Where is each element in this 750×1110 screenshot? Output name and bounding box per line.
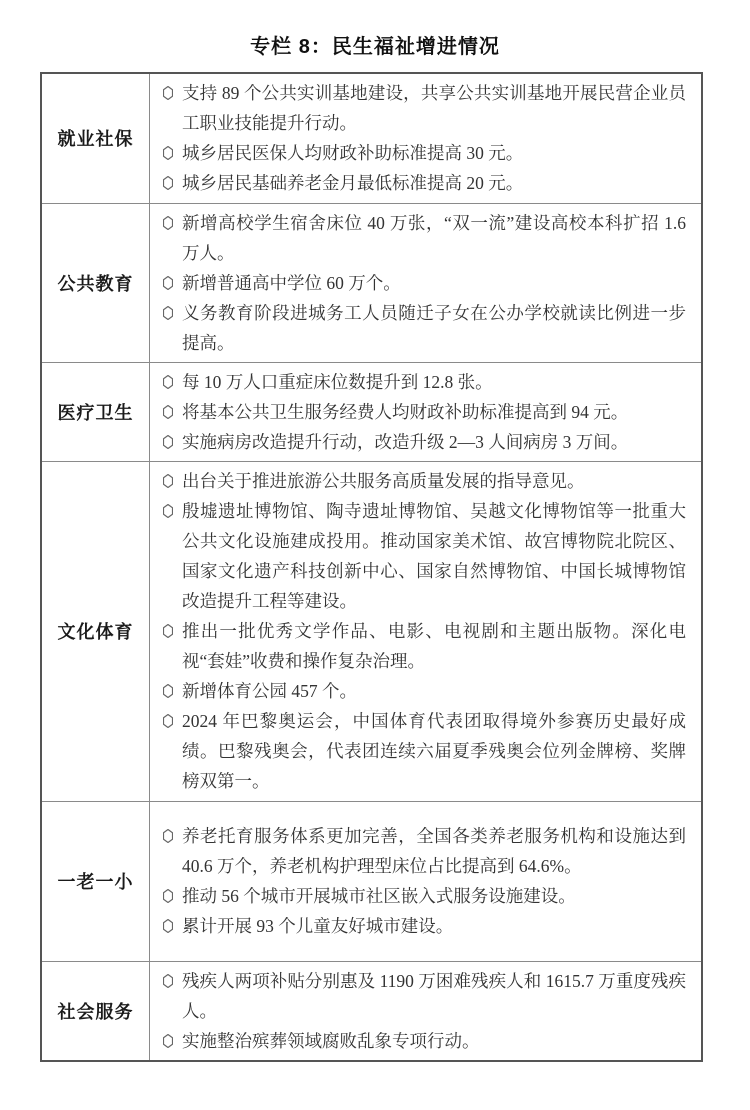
list-item <box>156 466 686 496</box>
content-cell <box>150 961 703 1061</box>
diamond-bullet-icon <box>156 435 182 449</box>
category-cell: 医疗卫生 <box>41 362 150 461</box>
item-text: 新增体育公园 457 个。 <box>182 681 357 701</box>
table-row <box>41 961 702 1061</box>
list-item <box>156 367 686 397</box>
diamond-bullet-icon <box>156 829 182 843</box>
list-item <box>156 168 686 198</box>
item-text: 将基本公共卫生服务经费人均财政补助标准提高到 94 元。 <box>182 401 629 422</box>
list-item <box>156 706 686 796</box>
list-item <box>156 676 686 706</box>
item-text: 城乡居民基础养老金月最低标准提高 20 元。 <box>182 173 524 194</box>
diamond-bullet-icon <box>156 919 182 933</box>
list-item <box>156 397 686 427</box>
list-item <box>156 966 686 1026</box>
item-text: 2024 年巴黎奥运会，中国体育代表团取得境外参赛历史最好成绩。巴黎残奥会，代表团连续六届夏季残奥会位列金牌榜、奖牌榜双第一。 <box>182 711 686 791</box>
item-text: 殷墟遗址博物馆、陶寺遗址博物馆、吴越文化博物馆等一批重大公共文化设施建成投用。推动国家美术馆、故宫博物院北院区、国家文化遗产科技创新中心、国家自然博物馆、中国长城博物馆改造提升工程等建设。 <box>182 501 686 611</box>
content-cell <box>150 203 703 362</box>
item-text: 支持 89 个公共实训基地建设，共享公共实训基地开展民营企业员工职业技能提升行动。 <box>182 83 686 134</box>
category-cell: 就业社保 <box>41 73 150 203</box>
list-item <box>156 821 686 881</box>
item-text: 义务教育阶段进城务工人员随迁子女在公办学校就读比例进一步提高。 <box>182 302 686 353</box>
content-cell <box>150 362 703 461</box>
content-cell <box>150 461 703 801</box>
diamond-bullet-icon <box>156 306 182 320</box>
table-row <box>41 362 702 461</box>
diamond-bullet-icon <box>156 504 182 518</box>
page-title: 专栏 8：民生福祉增进情况 <box>250 36 500 58</box>
item-text: 养老托育服务体系更加完善，全国各类养老服务机构和设施达到 40.6 万个，养老机构护理型床位占比提高到 64.6%。 <box>182 826 686 876</box>
diamond-bullet-icon <box>156 624 182 638</box>
content-cell <box>150 801 703 961</box>
item-text: 残疾人两项补贴分别惠及 1190 万困难残疾人和 1615.7 万重度残疾人。 <box>182 970 686 1021</box>
diamond-bullet-icon <box>156 1034 182 1048</box>
item-text: 新增普通高中学位 60 万个。 <box>182 272 401 293</box>
diamond-bullet-icon <box>156 405 182 419</box>
item-text: 实施病房改造提升行动，改造升级 2—3 人间病房 3 万间。 <box>182 431 629 452</box>
item-text: 实施整治殡葬领域腐败乱象专项行动。 <box>182 1030 480 1051</box>
table-row <box>41 801 702 961</box>
diamond-bullet-icon <box>156 375 182 389</box>
diamond-bullet-icon <box>156 889 182 903</box>
diamond-bullet-icon <box>156 684 182 698</box>
diamond-bullet-icon <box>156 86 182 100</box>
item-text: 每 10 万人口重症床位数提升到 12.8 张。 <box>182 371 493 392</box>
item-text: 新增高校学生宿舍床位 40 万张，“双一流”建设高校本科扩招 1.6 万人。 <box>182 212 686 263</box>
item-text: 推出一批优秀文学作品、电影、电视剧和主题出版物。深化电视“套娃”收费和操作复杂治理。 <box>182 621 686 671</box>
list-item <box>156 78 686 138</box>
welfare-table <box>40 72 703 1062</box>
diamond-bullet-icon <box>156 474 182 488</box>
list-item <box>156 911 686 941</box>
diamond-bullet-icon <box>156 714 182 728</box>
item-text: 累计开展 93 个儿童友好城市建设。 <box>182 916 454 936</box>
table-row <box>41 73 702 203</box>
list-item <box>156 268 686 298</box>
item-text: 城乡居民医保人均财政补助标准提高 30 元。 <box>182 143 524 164</box>
diamond-bullet-icon <box>156 146 182 160</box>
table-row <box>41 461 702 801</box>
list-item <box>156 427 686 457</box>
list-item <box>156 208 686 268</box>
item-text: 推动 56 个城市开展城市社区嵌入式服务设施建设。 <box>182 886 576 906</box>
category-cell: 文化体育 <box>41 461 150 801</box>
list-item <box>156 1026 686 1056</box>
diamond-bullet-icon <box>156 974 182 988</box>
table-row <box>41 203 702 362</box>
diamond-bullet-icon <box>156 276 182 290</box>
category-cell: 公共教育 <box>41 203 150 362</box>
category-cell: 社会服务 <box>41 961 150 1061</box>
list-item <box>156 298 686 358</box>
item-text: 出台关于推进旅游公共服务高质量发展的指导意见。 <box>182 471 585 491</box>
list-item <box>156 881 686 911</box>
list-item <box>156 138 686 168</box>
list-item <box>156 616 686 676</box>
category-cell: 一老一小 <box>41 801 150 961</box>
diamond-bullet-icon <box>156 216 182 230</box>
content-cell <box>150 73 703 203</box>
list-item <box>156 496 686 616</box>
diamond-bullet-icon <box>156 176 182 190</box>
